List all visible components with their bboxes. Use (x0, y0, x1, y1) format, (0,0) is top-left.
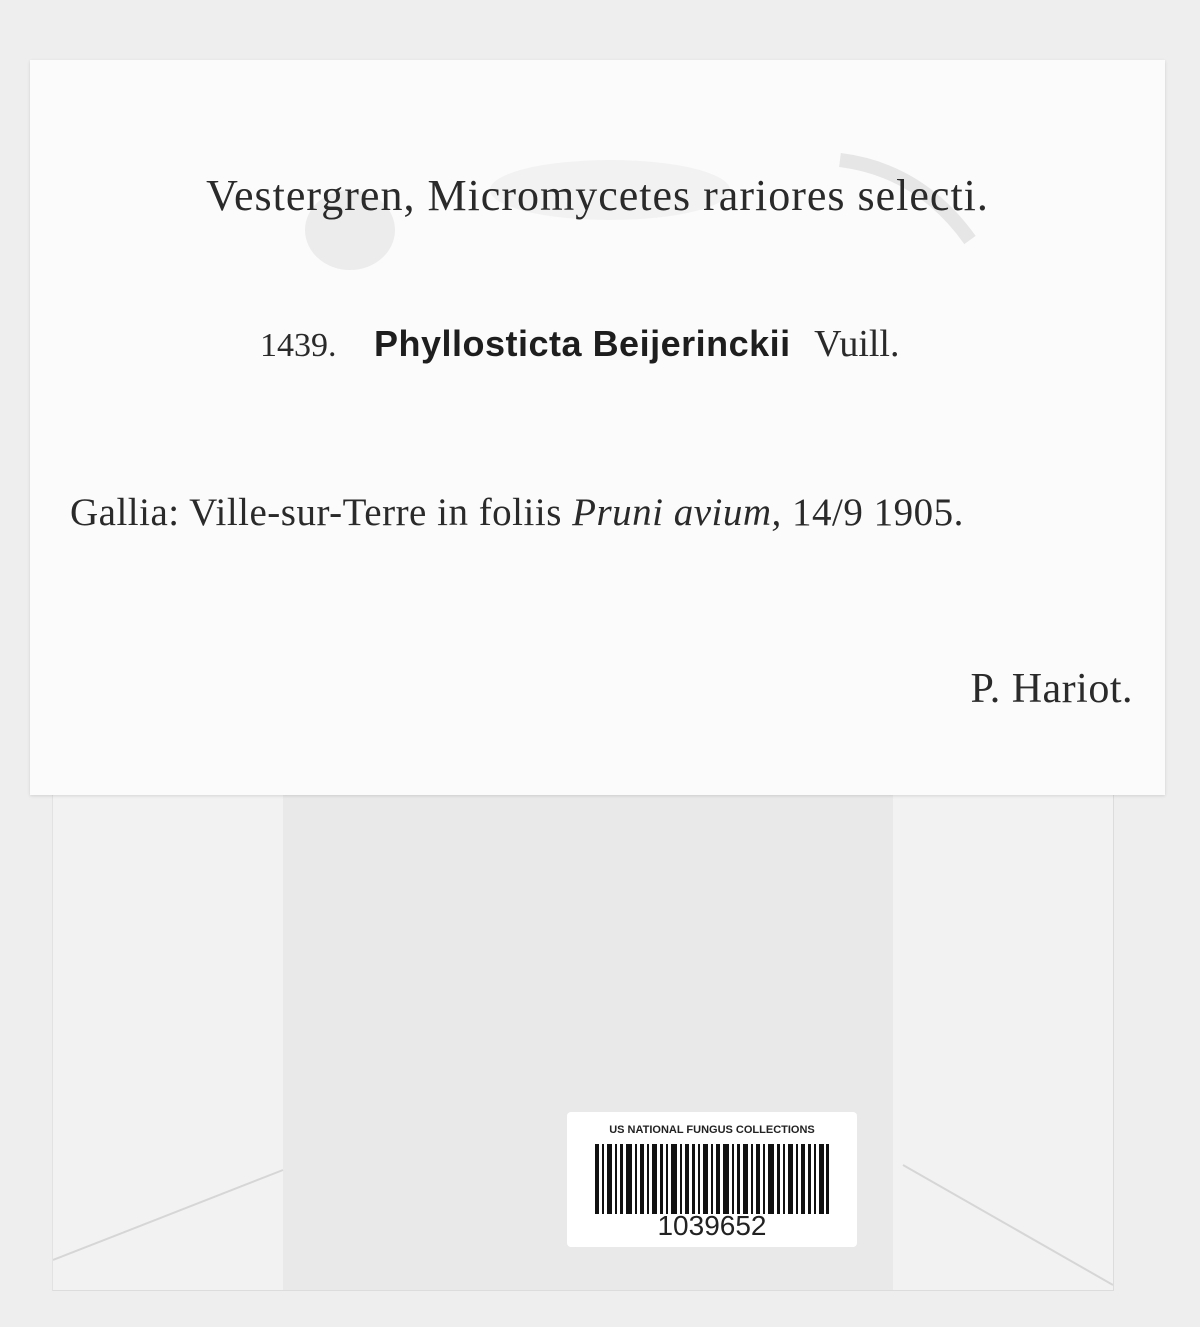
host-name: Pruni avium, (572, 491, 782, 534)
barcode-header: US NATIONAL FUNGUS COLLECTIONS (609, 1124, 815, 1136)
locality-line (70, 490, 964, 535)
species-author: Vuill. (814, 323, 900, 365)
collection-date-fraction: 14/9 (792, 491, 864, 534)
species-line (260, 322, 900, 366)
barcode-number: 1039652 (657, 1210, 767, 1241)
series-title: Vestergren, Micromycetes rariores selecti. (206, 171, 989, 220)
exsiccata-number: 1439. (260, 327, 337, 364)
barcode-icon (595, 1144, 829, 1214)
specimen-label (30, 60, 1165, 795)
collection-year: 1905. (873, 491, 964, 534)
species-name: Phyllosticta Beijerinckii (374, 323, 791, 364)
locality-text: Gallia: Ville-sur-Terre in foliis (70, 491, 562, 534)
collector-name: P. Hariot. (970, 666, 1133, 712)
paper-stain (280, 130, 980, 330)
barcode-label (567, 1112, 857, 1247)
